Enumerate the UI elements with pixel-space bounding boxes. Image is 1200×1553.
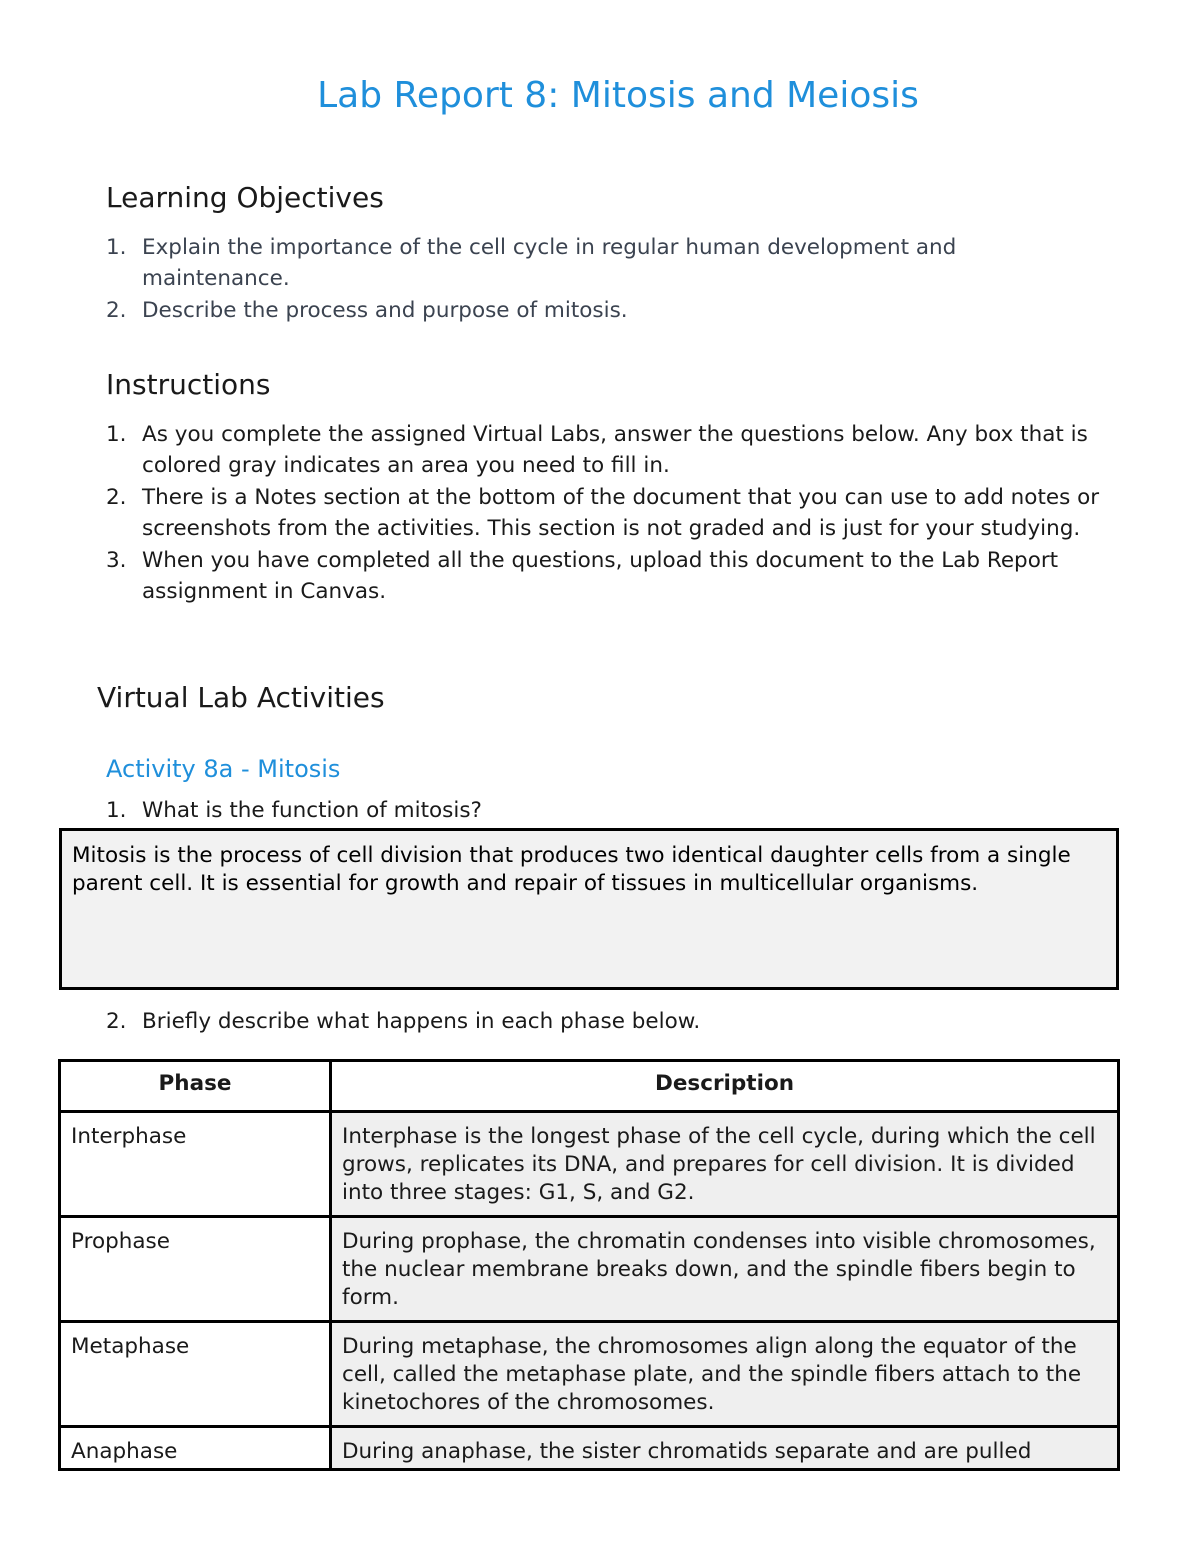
question-1 — [106, 795, 1106, 827]
phase-table — [58, 1059, 1120, 1471]
list-item — [106, 482, 1106, 544]
list-item-text: When you have completed all the questions, upload this document to the Lab Report assignment in Canvas. — [142, 548, 1059, 604]
question-text: Briefly describe what happens in each phase below. — [142, 1009, 701, 1034]
phase-cell: Metaphase — [60, 1322, 331, 1427]
phase-cell: Interphase — [60, 1112, 331, 1217]
phase-cell: Prophase — [60, 1217, 331, 1322]
list-number: 1. — [106, 798, 127, 823]
list-item — [106, 419, 1106, 481]
table-row — [60, 1427, 1119, 1470]
instructions-heading: Instructions — [106, 368, 271, 401]
activity-heading: Activity 8a - Mitosis — [106, 755, 341, 783]
answer-text[interactable]: Mitosis is the process of cell division that produces two identical daughter cells from a single parent cell. It is essential for growth and repair of tissues in multicellular organisms. — [72, 843, 1071, 896]
list-item-text: As you complete the assigned Virtual Labs, answer the questions below. Any box that is colored gray indicates an area you need to fill in. — [142, 422, 1088, 478]
table-header-row — [60, 1061, 1119, 1112]
question-text: What is the function of mitosis? — [142, 798, 482, 823]
answer-box[interactable] — [59, 828, 1119, 990]
virtual-lab-heading: Virtual Lab Activities — [97, 681, 385, 714]
document-title: Lab Report 8: Mitosis and Meiosis — [317, 75, 919, 116]
description-cell[interactable]: During metaphase, the chromosomes align along the equator of the cell, called the metaphase plate, and the spindle fibers attach to the kinetochores of the chromosomes. — [331, 1322, 1119, 1427]
list-item-text: Describe the process and purpose of mitosis. — [142, 298, 628, 323]
description-column-header: Description — [331, 1061, 1119, 1112]
phase-column-header: Phase — [60, 1061, 331, 1112]
list-item-text: Explain the importance of the cell cycle in regular human development and maintenance. — [142, 235, 957, 291]
phase-cell: Anaphase — [60, 1427, 331, 1470]
instructions-list — [106, 419, 1106, 608]
description-cell[interactable]: Interphase is the longest phase of the cell cycle, during which the cell grows, replicates its DNA, and prepares for cell division. It is divided into three stages: G1, S, and G2. — [331, 1112, 1119, 1217]
table-row — [60, 1322, 1119, 1427]
list-item — [106, 232, 1066, 294]
list-item — [106, 795, 1106, 826]
table-row — [60, 1112, 1119, 1217]
list-number: 2. — [106, 1009, 127, 1034]
learning-objectives-list — [106, 232, 1066, 327]
list-number: 2. — [106, 485, 127, 510]
list-item — [106, 295, 1066, 326]
description-cell[interactable]: During anaphase, the sister chromatids separate and are pulled — [331, 1427, 1119, 1470]
list-item — [106, 1006, 1106, 1037]
table-row — [60, 1217, 1119, 1322]
list-item — [106, 545, 1106, 607]
description-cell[interactable]: During prophase, the chromatin condenses into visible chromosomes, the nuclear membrane breaks down, and the spindle fibers begin to form. — [331, 1217, 1119, 1322]
learning-objectives-heading: Learning Objectives — [106, 181, 384, 214]
list-number: 1. — [106, 235, 127, 260]
question-2 — [106, 1006, 1106, 1038]
list-number: 1. — [106, 422, 127, 447]
list-number: 3. — [106, 548, 127, 573]
list-item-text: There is a Notes section at the bottom of the document that you can use to add notes or screenshots from the activities. This section is not graded and is just for your studying. — [142, 485, 1100, 541]
list-number: 2. — [106, 298, 127, 323]
